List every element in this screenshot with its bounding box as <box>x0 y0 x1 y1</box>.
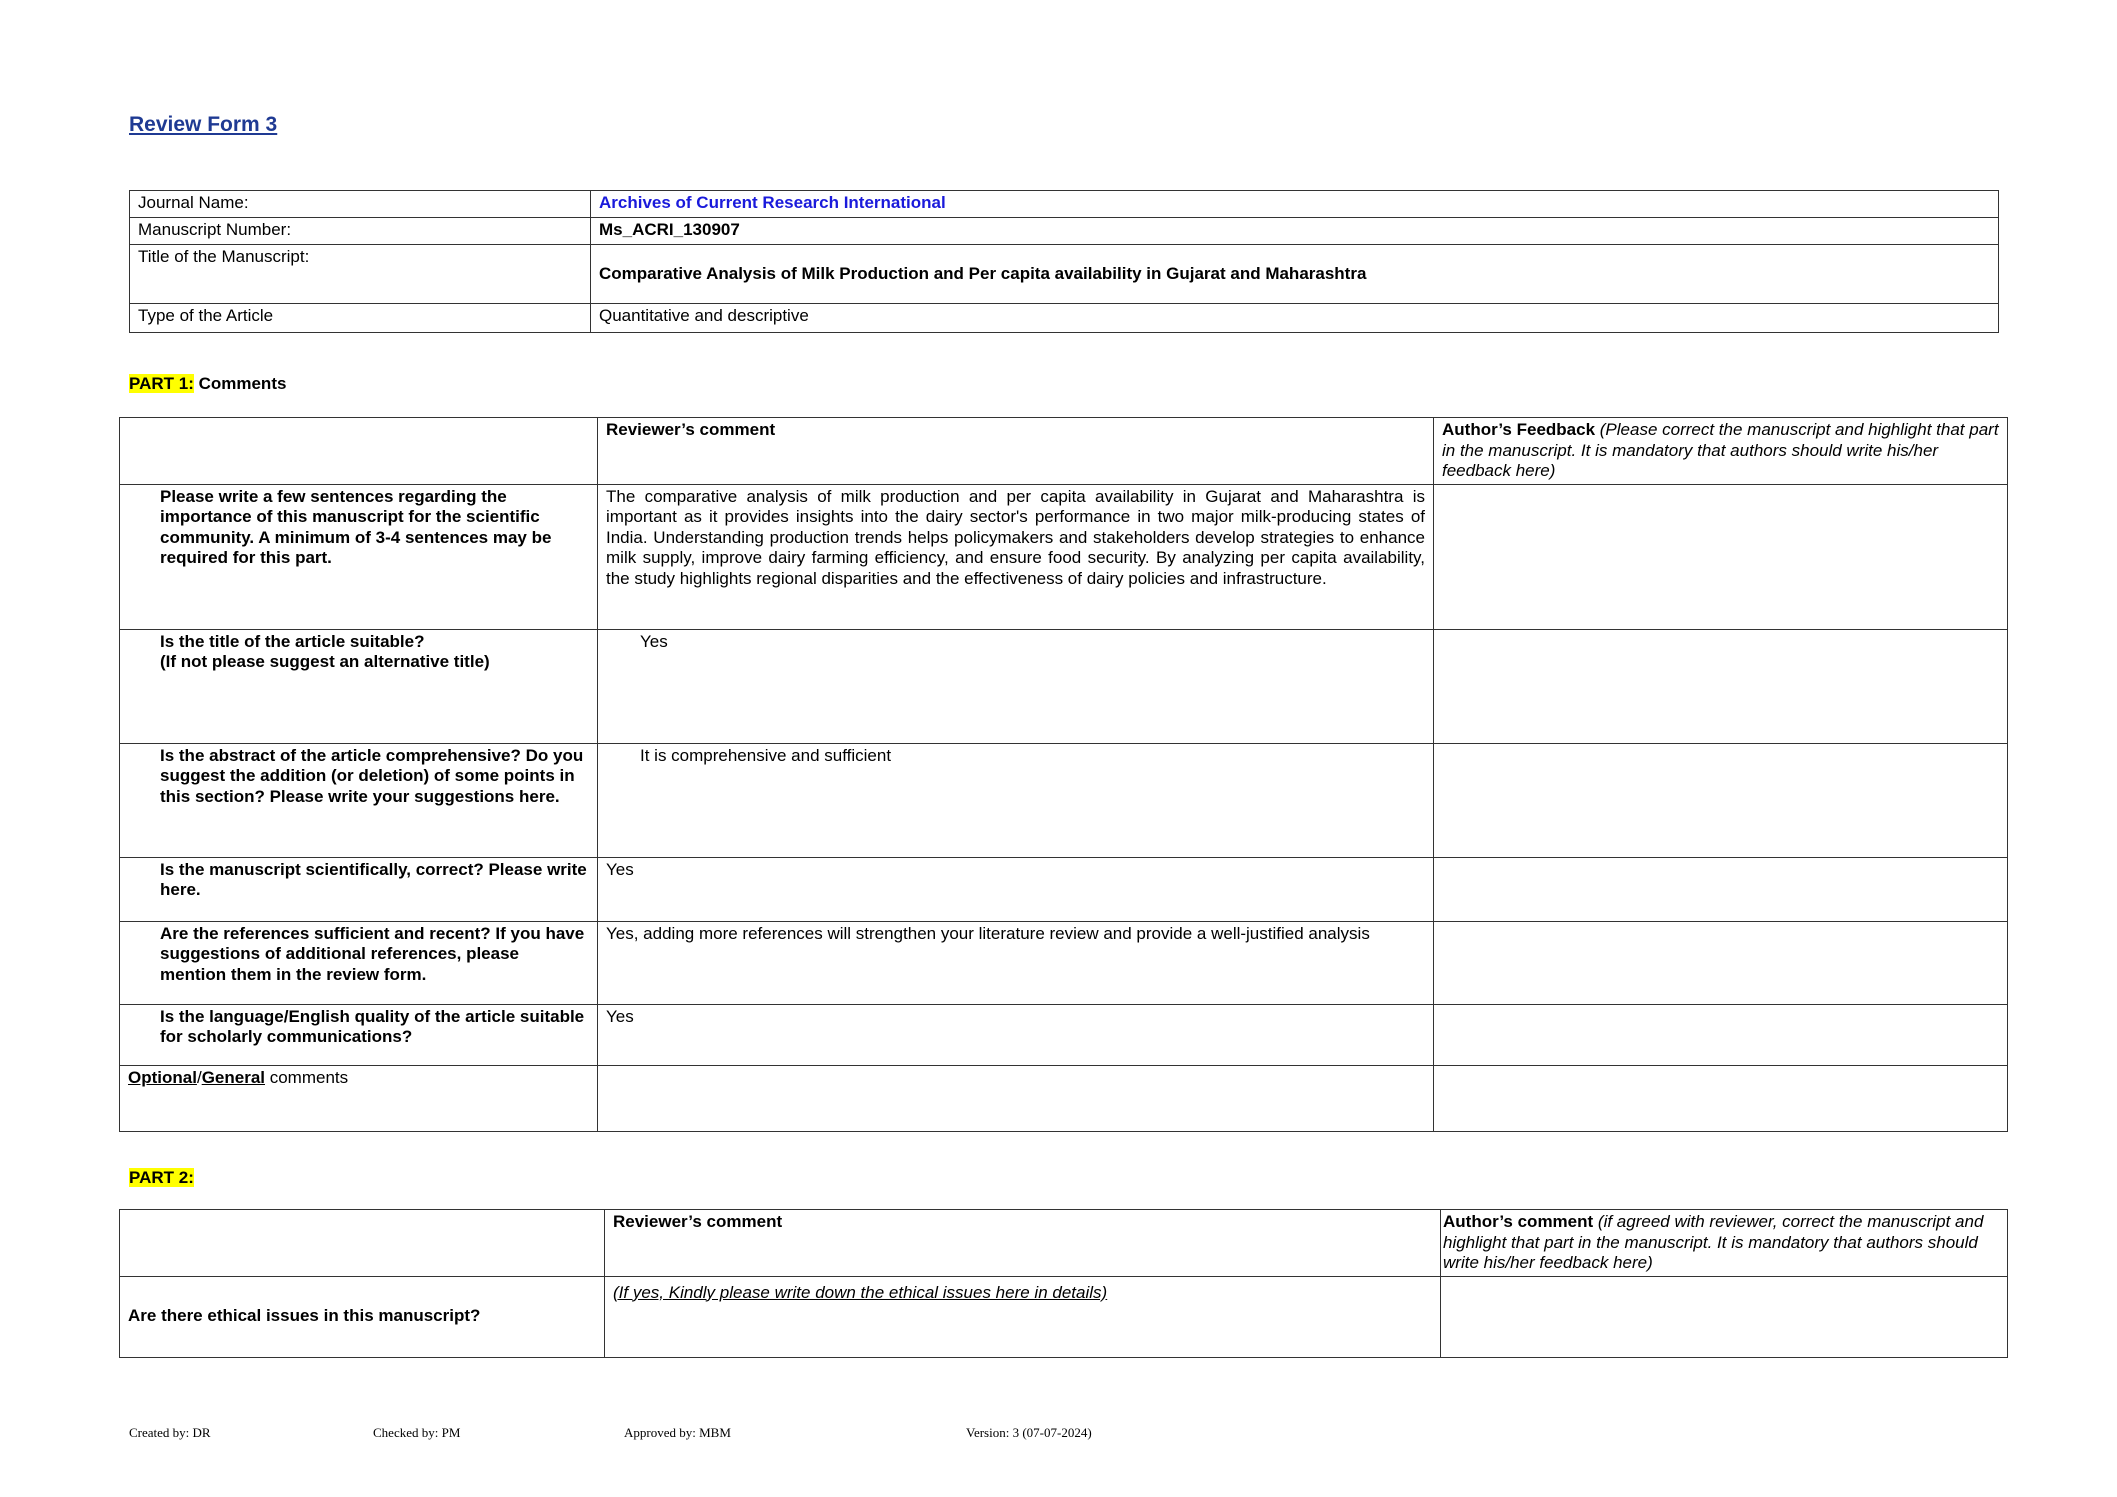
author-comment-instructions: (if agreed with reviewer, correct the manuscript and highlight that part in the manuscript. It is mandatory that authors should write his/her feedback here) <box>1443 1212 1984 1272</box>
footer-approved: Approved by: MBM <box>624 1425 731 1440</box>
ethics-reviewer-comment[interactable]: (If yes, Kindly please write down the ethical issues here in details) <box>605 1276 1441 1357</box>
part2-heading <box>129 1168 194 1188</box>
optional-label: Optional <box>128 1067 197 1087</box>
table-row <box>120 629 2008 743</box>
reviewer-comment[interactable]: Yes <box>598 857 1434 921</box>
type-label: Type of the Article <box>130 304 591 333</box>
author-feedback[interactable] <box>1434 921 2008 1004</box>
part2-tag: PART 2: <box>129 1168 194 1187</box>
table-row <box>120 857 2008 921</box>
blank-header <box>120 418 598 485</box>
reviewer-comment-header: Reviewer’s comment <box>605 1210 1441 1277</box>
question: Please write a few sentences regarding the importance of this manuscript for the scientific community. A minimum of 3-4 sentences may be required for this part. <box>120 484 598 629</box>
optional-comments-row <box>120 1065 2008 1131</box>
ethics-author-comment[interactable] <box>1441 1276 2008 1357</box>
journal-label: Journal Name: <box>130 191 591 218</box>
info-row-type <box>130 304 1999 333</box>
question: Is the language/English quality of the article suitable for scholarly communications? <box>120 1004 598 1065</box>
info-row-manuscript <box>130 218 1999 245</box>
part1-tag: PART 1: <box>129 374 194 393</box>
info-row-journal <box>130 191 1999 218</box>
manuscript-label: Manuscript Number: <box>130 218 591 245</box>
optional-reviewer-comment[interactable] <box>598 1065 1434 1131</box>
footer-created: Created by: DR <box>129 1425 211 1440</box>
question: Is the title of the article suitable? (If not please suggest an alternative title) <box>120 629 598 743</box>
part2-header-row <box>120 1210 2008 1277</box>
author-feedback[interactable] <box>1434 1004 2008 1065</box>
page-title: Review Form 3 <box>129 113 278 136</box>
blank-header <box>120 1210 605 1277</box>
ethics-question: Are there ethical issues in this manuscript? <box>120 1276 605 1357</box>
reviewer-comment[interactable]: It is comprehensive and sufficient <box>598 743 1434 857</box>
author-comment-label: Author’s comment <box>1443 1212 1594 1231</box>
part2-ethics-table <box>119 1209 2008 1358</box>
type-value: Quantitative and descriptive <box>591 304 1999 333</box>
part1-comments-table <box>119 417 2008 1132</box>
ethics-row <box>120 1276 2008 1357</box>
author-feedback-label: Author’s Feedback <box>1442 420 1596 439</box>
table-row <box>120 921 2008 1004</box>
footer-version: Version: 3 (07-07-2024) <box>966 1425 1092 1440</box>
author-feedback[interactable] <box>1434 857 2008 921</box>
reviewer-comment-header: Reviewer’s comment <box>598 418 1434 485</box>
reviewer-comment[interactable]: The comparative analysis of milk production and per capita availability in Gujarat and Maharashtra is important as it provides insights into the dairy sector's performance in two major milk-producing states of India. Understanding production trends helps policymakers and stakeholders develop strategies to enhance milk supply, improve dairy farming efficiency, and ensure food security. By analyzing per capita availability, the study highlights regional disparities and the effectiveness of dairy policies and infrastructure. <box>598 484 1434 629</box>
manuscript-value: Ms_ACRI_130907 <box>591 218 1999 245</box>
table-row <box>120 743 2008 857</box>
question: Are the references sufficient and recent? If you have suggestions of additional references, please mention them in the review form. <box>120 921 598 1004</box>
title-label: Title of the Manuscript: <box>130 245 591 304</box>
comments-label: comments <box>265 1067 349 1087</box>
part1-heading <box>129 374 286 394</box>
author-feedback[interactable] <box>1434 743 2008 857</box>
author-feedback-instructions: (Please correct the manuscript and highlight that part in the manuscript. It is mandatory that authors should write his/her feedback here) <box>1442 420 1999 480</box>
author-feedback[interactable] <box>1434 629 2008 743</box>
info-row-title <box>130 245 1999 304</box>
optional-author-feedback[interactable] <box>1434 1065 2008 1131</box>
reviewer-comment[interactable]: Yes, adding more references will strengthen your literature review and provide a well-justified analysis <box>598 921 1434 1004</box>
question: Is the manuscript scientifically, correct? Please write here. <box>120 857 598 921</box>
table-row <box>120 484 2008 629</box>
general-label: General <box>201 1067 265 1087</box>
part1-header-row <box>120 418 2008 485</box>
question: Is the abstract of the article comprehensive? Do you suggest the addition (or deletion) of some points in this section? Please write your suggestions here. <box>120 743 598 857</box>
optional-comments-label <box>120 1065 598 1131</box>
reviewer-comment[interactable]: Yes <box>598 629 1434 743</box>
title-value: Comparative Analysis of Milk Production and Per capita availability in Gujarat and Maharashtra <box>591 245 1999 304</box>
author-comment-header <box>1441 1210 2008 1277</box>
table-row <box>120 1004 2008 1065</box>
author-feedback[interactable] <box>1434 484 2008 629</box>
manuscript-info-table <box>129 190 1999 333</box>
author-feedback-header <box>1434 418 2008 485</box>
reviewer-comment[interactable]: Yes <box>598 1004 1434 1065</box>
optional-separator: / <box>196 1067 202 1087</box>
footer-checked: Checked by: PM <box>373 1425 461 1440</box>
journal-value: Archives of Current Research International <box>591 191 1999 218</box>
part1-title: Comments <box>193 374 287 393</box>
